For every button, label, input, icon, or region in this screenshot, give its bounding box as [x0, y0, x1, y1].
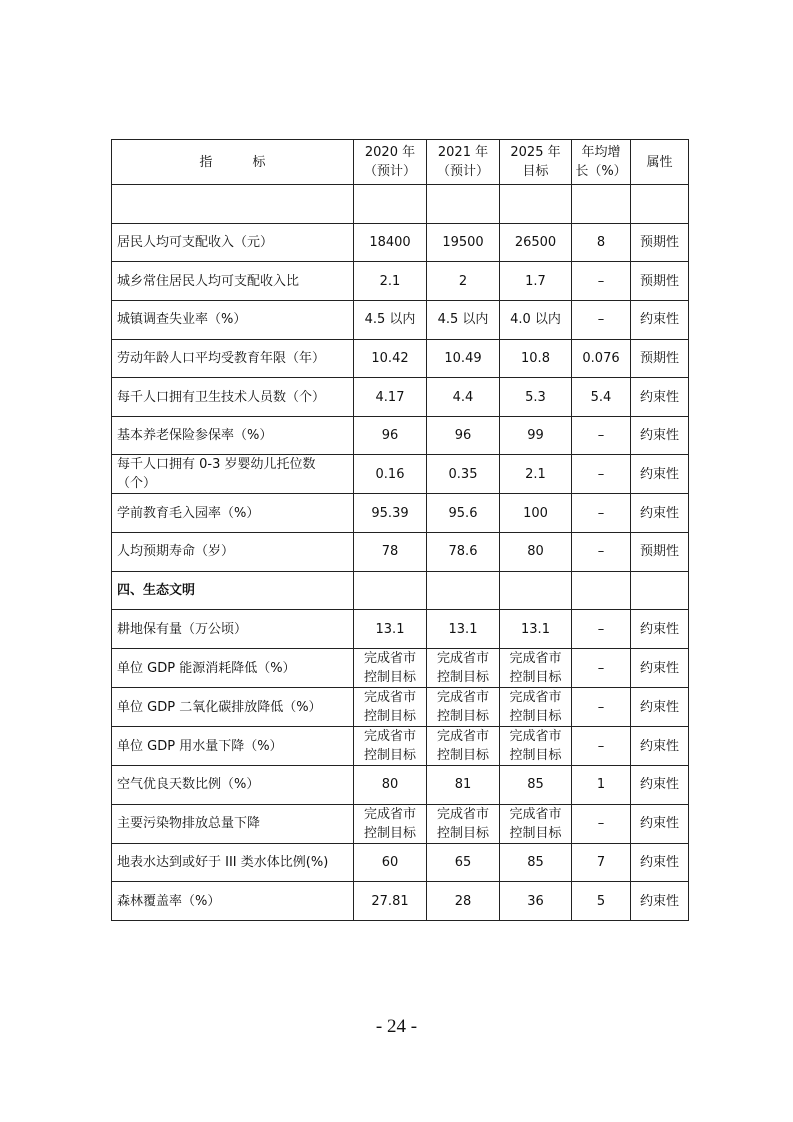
- cell-attribute-text: 约束性: [639, 312, 679, 328]
- cell-2020-text: 13.1: [375, 621, 405, 637]
- cell-2020: [354, 727, 427, 766]
- cell-attribute: [631, 300, 689, 339]
- cell-2020: [354, 843, 427, 882]
- cell-growth: [572, 455, 631, 494]
- cell-indicator-name-text: 单位 GDP 用水量下降（%）: [117, 738, 283, 754]
- cell-2021: [427, 300, 500, 339]
- cell-2021: [427, 649, 500, 688]
- cell-2021: [427, 378, 500, 417]
- cell-attribute: [631, 223, 689, 262]
- table-row: [112, 688, 689, 727]
- cell-2025: [500, 688, 572, 727]
- cell-attribute-text: 预期性: [639, 350, 679, 366]
- cell-2021-text: 0.35: [448, 466, 478, 482]
- cell-attribute: [631, 494, 689, 533]
- cell-2020-text: 60: [381, 855, 399, 870]
- cell-growth: [572, 766, 631, 805]
- cell-2020: [354, 185, 427, 224]
- table-row: [112, 727, 689, 766]
- cell-2025: [500, 804, 572, 843]
- cell-growth-text: –: [597, 312, 605, 328]
- cell-2025-text: 36: [527, 893, 544, 909]
- cell-indicator-name-text: 城乡常住居民人均可支配收入比: [117, 273, 300, 289]
- cell-growth: [572, 610, 631, 649]
- cell-indicator-name-text: 四、生态文明: [117, 583, 196, 599]
- cell-indicator-name: [112, 610, 354, 649]
- cell-2025-text: 85: [527, 855, 544, 870]
- cell-2021: [427, 610, 500, 649]
- cell-2025: [500, 882, 572, 921]
- cell-indicator-name: [112, 843, 354, 882]
- cell-2025: [500, 378, 572, 417]
- cell-2020: [354, 455, 427, 494]
- cell-2020-text: 27.81: [371, 893, 409, 909]
- cell-2021: [427, 339, 500, 378]
- cell-2025-text: 13.1: [521, 621, 550, 637]
- cell-growth-text: –: [597, 621, 605, 637]
- cell-2020: [354, 416, 427, 455]
- cell-indicator-name: [112, 494, 354, 533]
- table-row: [112, 455, 689, 494]
- cell-2020: [354, 610, 427, 649]
- table-row: [112, 804, 689, 843]
- cell-growth: [572, 223, 631, 262]
- cell-attribute-text: 约束性: [639, 505, 679, 521]
- cell-attribute-text: 预期性: [639, 273, 679, 289]
- header-2020: 2020 年 （预计）: [354, 140, 427, 185]
- cell-2021-text: 完成省市 控制目标: [436, 651, 489, 686]
- cell-indicator-name-text: 单位 GDP 能源消耗降低（%）: [117, 660, 296, 676]
- cell-growth: [572, 262, 631, 301]
- cell-growth-text: –: [597, 816, 605, 832]
- cell-growth: [572, 494, 631, 533]
- table-row: [112, 571, 689, 610]
- cell-2021: [427, 727, 500, 766]
- cell-2025: [500, 727, 572, 766]
- cell-indicator-name-text: 劳动年龄人口平均受教育年限（年）: [117, 350, 326, 366]
- cell-2021: [427, 185, 500, 224]
- cell-indicator-name-text: 每千人口拥有 0-3 岁婴幼儿托位数 （个）: [117, 457, 316, 492]
- cell-2025: [500, 494, 572, 533]
- cell-growth-text: –: [597, 699, 605, 715]
- cell-indicator-name-text: 森林覆盖率（%）: [117, 893, 221, 909]
- cell-2021-text: 4.4: [452, 389, 474, 405]
- cell-indicator-name: [112, 727, 354, 766]
- cell-2020: [354, 378, 427, 417]
- cell-growth: [572, 416, 631, 455]
- cell-indicator-name-text: 地表水达到或好于 III 类水体比例(%): [117, 855, 329, 870]
- cell-growth: [572, 649, 631, 688]
- cell-2021: [427, 262, 500, 301]
- cell-2021: [427, 533, 500, 572]
- cell-indicator-name: [112, 339, 354, 378]
- cell-2025-text: 完成省市 控制目标: [509, 651, 562, 686]
- cell-2021: [427, 688, 500, 727]
- cell-2021: [427, 571, 500, 610]
- cell-2021-text: 2: [458, 273, 468, 289]
- cell-indicator-name-text: 居民人均可支配收入（元）: [117, 234, 274, 250]
- cell-2020-text: 95.39: [371, 505, 409, 521]
- cell-attribute: [631, 185, 689, 224]
- cell-2021-text: 完成省市 控制目标: [436, 729, 489, 764]
- cell-2020-text: 18400: [369, 234, 411, 250]
- cell-attribute: [631, 455, 689, 494]
- cell-2020-text: 0.16: [375, 466, 405, 482]
- cell-2025-text: 1.7: [525, 273, 546, 289]
- cell-2025-text: 5.3: [525, 389, 546, 405]
- cell-attribute: [631, 649, 689, 688]
- cell-2020-text: 10.42: [371, 350, 409, 366]
- cell-attribute-text: 约束性: [639, 699, 679, 715]
- cell-attribute-text: 预期性: [639, 234, 679, 250]
- cell-indicator-name: [112, 185, 354, 224]
- header-attribute: 属性: [631, 140, 689, 185]
- cell-indicator-name-text: 耕地保有量（万公顷）: [117, 621, 248, 637]
- cell-indicator-name-text: 单位 GDP 二氧化碳排放降低（%）: [117, 699, 322, 715]
- cell-growth-text: –: [597, 660, 605, 676]
- cell-2021: [427, 494, 500, 533]
- cell-2020-text: 78: [381, 544, 399, 560]
- table-row: [112, 766, 689, 805]
- cell-2025-text: 100: [523, 505, 548, 521]
- cell-attribute: [631, 882, 689, 921]
- header-2021: 2021 年 （预计）: [427, 140, 500, 185]
- cell-attribute: [631, 378, 689, 417]
- cell-growth-text: 5: [596, 893, 606, 909]
- cell-attribute-text: 约束性: [639, 738, 679, 754]
- cell-2020-text: 4.17: [375, 389, 405, 405]
- cell-attribute-text: 约束性: [639, 855, 679, 870]
- cell-2020: [354, 223, 427, 262]
- cell-2020-text: 4.5 以内: [364, 312, 416, 328]
- cell-2025-text: 完成省市 控制目标: [509, 806, 562, 841]
- cell-2021-text: 65: [454, 855, 472, 870]
- table-row: [112, 339, 689, 378]
- cell-growth-text: –: [597, 505, 605, 521]
- cell-attribute: [631, 843, 689, 882]
- cell-attribute-text: 预期性: [639, 544, 679, 560]
- cell-indicator-name-text: 人均预期寿命（岁）: [117, 544, 235, 560]
- cell-indicator-name: [112, 533, 354, 572]
- cell-2020: [354, 649, 427, 688]
- cell-2025: [500, 339, 572, 378]
- cell-2020-text: 完成省市 控制目标: [363, 690, 416, 725]
- cell-2020: [354, 688, 427, 727]
- table-row: [112, 416, 689, 455]
- cell-2025: [500, 185, 572, 224]
- cell-indicator-name: [112, 455, 354, 494]
- cell-2025: [500, 649, 572, 688]
- cell-indicator-name-text: 每千人口拥有卫生技术人员数（个）: [117, 389, 326, 405]
- table-row: [112, 262, 689, 301]
- cell-2025: [500, 610, 572, 649]
- cell-indicator-name: [112, 378, 354, 417]
- cell-2021-text: 19500: [442, 234, 484, 250]
- cell-2020: [354, 766, 427, 805]
- cell-attribute-text: 约束性: [639, 466, 679, 482]
- cell-2021-text: 28: [454, 893, 472, 909]
- cell-2021-text: 95.6: [448, 505, 478, 521]
- cell-2025: [500, 262, 572, 301]
- cell-indicator-name: [112, 300, 354, 339]
- cell-indicator-name: [112, 262, 354, 301]
- cell-2020-text: 完成省市 控制目标: [363, 729, 416, 764]
- table-row: [112, 649, 689, 688]
- cell-indicator-name-text: 城镇调查失业率（%）: [117, 312, 247, 328]
- table-row: [112, 494, 689, 533]
- cell-growth-text: 0.076: [582, 350, 620, 366]
- cell-growth: [572, 688, 631, 727]
- cell-attribute-text: 约束性: [639, 428, 679, 444]
- cell-2021: [427, 223, 500, 262]
- cell-2025-text: 完成省市 控制目标: [509, 690, 562, 725]
- cell-2021-text: 78.6: [448, 544, 478, 560]
- cell-indicator-name: [112, 766, 354, 805]
- cell-2025: [500, 571, 572, 610]
- cell-indicator-name: [112, 804, 354, 843]
- cell-growth: [572, 533, 631, 572]
- cell-growth-text: –: [597, 738, 605, 754]
- page-number: - 24 -: [375, 1016, 418, 1037]
- cell-2021-text: 完成省市 控制目标: [436, 806, 489, 841]
- cell-attribute: [631, 416, 689, 455]
- table-row: [112, 610, 689, 649]
- cell-attribute: [631, 610, 689, 649]
- cell-growth-text: –: [597, 544, 605, 560]
- cell-2025: [500, 300, 572, 339]
- cell-2021-text: 完成省市 控制目标: [436, 690, 489, 725]
- cell-attribute: [631, 533, 689, 572]
- cell-2020-text: 完成省市 控制目标: [363, 806, 416, 841]
- cell-2025: [500, 455, 572, 494]
- cell-2021-text: 4.5 以内: [437, 312, 489, 328]
- cell-2025-text: 完成省市 控制目标: [509, 729, 562, 764]
- cell-growth: [572, 300, 631, 339]
- cell-2020: [354, 262, 427, 301]
- cell-attribute-text: 约束性: [639, 893, 679, 909]
- cell-2025: [500, 843, 572, 882]
- cell-2020: [354, 571, 427, 610]
- cell-growth: [572, 804, 631, 843]
- cell-2021-text: 81: [454, 777, 472, 793]
- cell-attribute: [631, 339, 689, 378]
- cell-2025: [500, 766, 572, 805]
- cell-2021-text: 13.1: [448, 621, 478, 637]
- table-body: [112, 185, 689, 921]
- table-row: [112, 882, 689, 921]
- cell-2020: [354, 882, 427, 921]
- cell-2020-text: 80: [381, 777, 399, 793]
- cell-2021: [427, 455, 500, 494]
- cell-attribute: [631, 571, 689, 610]
- cell-growth: [572, 843, 631, 882]
- cell-attribute-text: 约束性: [639, 660, 679, 676]
- cell-2025: [500, 416, 572, 455]
- cell-2025-text: 10.8: [521, 350, 550, 366]
- cell-indicator-name: [112, 223, 354, 262]
- cell-2025-text: 99: [527, 428, 544, 444]
- cell-2025: [500, 223, 572, 262]
- cell-2020: [354, 300, 427, 339]
- cell-attribute: [631, 766, 689, 805]
- header-growth: 年均增 长（%）: [572, 140, 631, 185]
- cell-indicator-name: [112, 416, 354, 455]
- cell-attribute: [631, 727, 689, 766]
- cell-indicator-name-text: 主要污染物排放总量下降: [117, 816, 261, 832]
- cell-growth: [572, 727, 631, 766]
- table-row: [112, 378, 689, 417]
- cell-attribute-text: 约束性: [639, 816, 679, 832]
- cell-2025: [500, 533, 572, 572]
- header-indicator: 指 标: [112, 140, 354, 185]
- cell-2020: [354, 533, 427, 572]
- cell-2025-text: 4.0 以内: [510, 312, 561, 328]
- table-row: [112, 843, 689, 882]
- cell-growth-text: 7: [596, 855, 606, 870]
- indicator-table: [111, 139, 689, 921]
- cell-growth: [572, 378, 631, 417]
- cell-growth: [572, 339, 631, 378]
- cell-2020: [354, 494, 427, 533]
- cell-growth-text: –: [597, 428, 605, 444]
- cell-growth-text: 1: [596, 777, 606, 793]
- cell-attribute-text: 约束性: [639, 621, 679, 637]
- cell-2020: [354, 804, 427, 843]
- cell-attribute: [631, 688, 689, 727]
- table-row: [112, 223, 689, 262]
- cell-attribute-text: 约束性: [639, 389, 679, 405]
- cell-2020-text: 96: [381, 428, 399, 444]
- cell-indicator-name-text: 学前教育毛入园率（%）: [117, 505, 260, 521]
- cell-2020-text: 完成省市 控制目标: [363, 651, 416, 686]
- header-2025: 2025 年 目标: [500, 140, 572, 185]
- table-row: [112, 185, 689, 224]
- table-row: [112, 533, 689, 572]
- cell-2020: [354, 339, 427, 378]
- cell-2025-text: 85: [527, 777, 544, 793]
- table-row: [112, 300, 689, 339]
- cell-2021: [427, 843, 500, 882]
- cell-2025-text: 26500: [514, 234, 557, 250]
- cell-indicator-name-text: 基本养老保险参保率（%）: [117, 428, 273, 444]
- cell-2021: [427, 416, 500, 455]
- cell-attribute-text: 约束性: [639, 777, 679, 793]
- table-header-row: [112, 140, 689, 185]
- cell-indicator-name-text: 空气优良天数比例（%）: [117, 777, 260, 793]
- cell-2021-text: 96: [454, 428, 472, 444]
- cell-growth: [572, 882, 631, 921]
- cell-growth: [572, 185, 631, 224]
- cell-indicator-name: [112, 882, 354, 921]
- cell-growth-text: 5.4: [590, 389, 612, 405]
- cell-2021-text: 10.49: [444, 350, 482, 366]
- cell-growth-text: –: [597, 466, 605, 482]
- cell-2025-text: 2.1: [525, 466, 546, 482]
- cell-indicator-name: [112, 688, 354, 727]
- cell-growth-text: 8: [596, 234, 606, 250]
- cell-attribute: [631, 262, 689, 301]
- cell-2021: [427, 882, 500, 921]
- cell-attribute: [631, 804, 689, 843]
- cell-2020-text: 2.1: [379, 273, 401, 289]
- cell-indicator-name: [112, 649, 354, 688]
- cell-growth: [572, 571, 631, 610]
- cell-2025-text: 80: [527, 544, 544, 560]
- cell-growth-text: –: [597, 273, 605, 289]
- cell-indicator-name: [112, 571, 354, 610]
- cell-2021: [427, 804, 500, 843]
- cell-2021: [427, 766, 500, 805]
